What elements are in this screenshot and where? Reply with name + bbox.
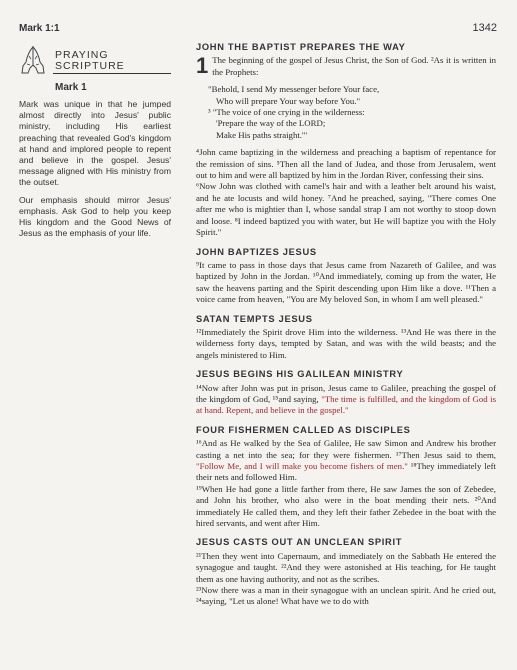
section-heading: JESUS BEGINS HIS GALILEAN MINISTRY	[196, 369, 404, 380]
section-heading: JOHN THE BAPTIST PREPARES THE WAY	[196, 42, 406, 52]
chapter-number: 1	[196, 53, 209, 79]
section-heading: JOHN BAPTIZES JESUS	[196, 246, 317, 257]
verse-text: ²¹Then they went into Capernaum, and immediately on the Sabbath He entered the synagogue and taught. ²²And they were astonished at His teaching, for He taught them as one having authority, and not as the scribes.	[196, 550, 496, 584]
praying-scripture-sidebar	[19, 44, 171, 245]
poetry-line: "Behold, I send My messenger before Your face,	[208, 84, 380, 95]
verse-text	[196, 383, 496, 417]
sidebar-subtitle: Mark 1	[55, 82, 87, 93]
sidebar-paragraph: Our emphasis should mirror Jesus' emphasis. Ask God to help you keep His kingdom and the Good News of Jesus as the emphasis of your life.	[19, 194, 171, 239]
sidebar-paragraph: Mark was unique in that he jumped almost directly into Jesus' public ministry, including His earliest preaching that revealed God's kingdom at hand and implored people to repent and believe in the gospel. Jesus' message aligned with His ministry from the outset.	[19, 99, 171, 188]
poetry-line: 'Prepare the way of the LORD;	[216, 118, 326, 129]
section-heading: JESUS CASTS OUT AN UNCLEAN SPIRIT	[196, 537, 403, 548]
verse-text-black: ¹⁸They immediately left their nets and followed Him.	[196, 461, 496, 483]
verse-text: ⁶Now John was clothed with camel's hair and with a leather belt around his waist, and he ate locusts and wild honey. ⁷And he preached, saying, "There comes One after me who is mightier than I, whose sandal strap I am not worthy to stoop down and loose. ⁸I indeed baptized you with water, but He will baptize you with the Holy Spirit."	[196, 181, 496, 238]
verse-text: The beginning of the gospel of Jesus Christ, the Son of God. ²As it is written in the Prophets:	[212, 55, 496, 77]
verse-text: ¹⁹When He had gone a little farther from there, He saw James the son of Zebedee, and John his brother, who also were in the boat mending their nets. ²⁰And immediately He called them, and they left their father Zebedee in the boat with the hired servants, and went after Him.	[196, 483, 496, 529]
red-letter-words: "The time is fulfilled, and the kingdom of God is at hand. Repent, and believe in the gospel."	[196, 393, 496, 416]
sidebar-title-line1: PRAYING	[55, 49, 109, 61]
sidebar-heading	[19, 44, 171, 82]
poetry-block	[208, 84, 496, 141]
poetry-line: Who will prepare Your way before You."	[216, 95, 361, 106]
red-letter-words: "Follow Me, and I will make you become fishers of men."	[196, 461, 408, 471]
page-number: 1342	[472, 22, 497, 34]
verse-text: ¹²Immediately the Spirit drove Him into the wilderness. ¹³And He was there in the wilderness forty days, tempted by Satan, and was with the wild beasts; and the angels ministered to Him.	[196, 326, 496, 360]
poetry-line: ³ "The voice of one crying in the wilderness:	[208, 107, 365, 118]
scripture-text-column	[196, 42, 496, 608]
verse-text-black: ¹⁶And as He walked by the Sea of Galilee, He saw Simon and Andrew his brother casting a net into the sea; for they were fishermen. ¹⁷Then Jesus said to them,	[196, 438, 496, 460]
poetry-line: Make His paths straight.'"	[216, 129, 308, 140]
sidebar-title	[55, 50, 125, 72]
verse-text: ⁹It came to pass in those days that Jesus came from Nazareth of Galilee, and was baptized by John in the Jordan. ¹⁰And immediately, coming up from the water, He saw the heavens parting and the Spirit descending upon Him like a dove. ¹¹Then a voice came from heaven, "You are My beloved Son, in whom I am well pleased."	[196, 259, 496, 305]
verse-text: ²³Now there was a man in their synagogue with an unclean spirit. And he cried out, ²⁴saying, "Let us alone! What have we to do with	[196, 585, 496, 607]
sidebar-title-line2: SCRIPTURE	[55, 60, 125, 72]
running-header-reference: Mark 1:1	[19, 23, 60, 34]
verse-text: ⁴John came baptizing in the wilderness and preaching a baptism of repentance for the remission of sins. ⁵Then all the land of Judea, and those from Jerusalem, went out to him and were all baptized by him in the Jordan River, confessing their sins.	[196, 147, 496, 181]
verse-text-black: ¹⁴Now after John was put in prison, Jesus came to Galilee, preaching the gospel of the kingdom of God, ¹⁵and saying,	[196, 382, 496, 404]
verse-text	[196, 438, 496, 484]
section-heading: SATAN TEMPTS JESUS	[196, 313, 313, 324]
section-heading: FOUR FISHERMEN CALLED AS DISCIPLES	[196, 424, 411, 435]
praying-hands-icon	[19, 44, 47, 76]
sidebar-rule	[53, 73, 171, 74]
